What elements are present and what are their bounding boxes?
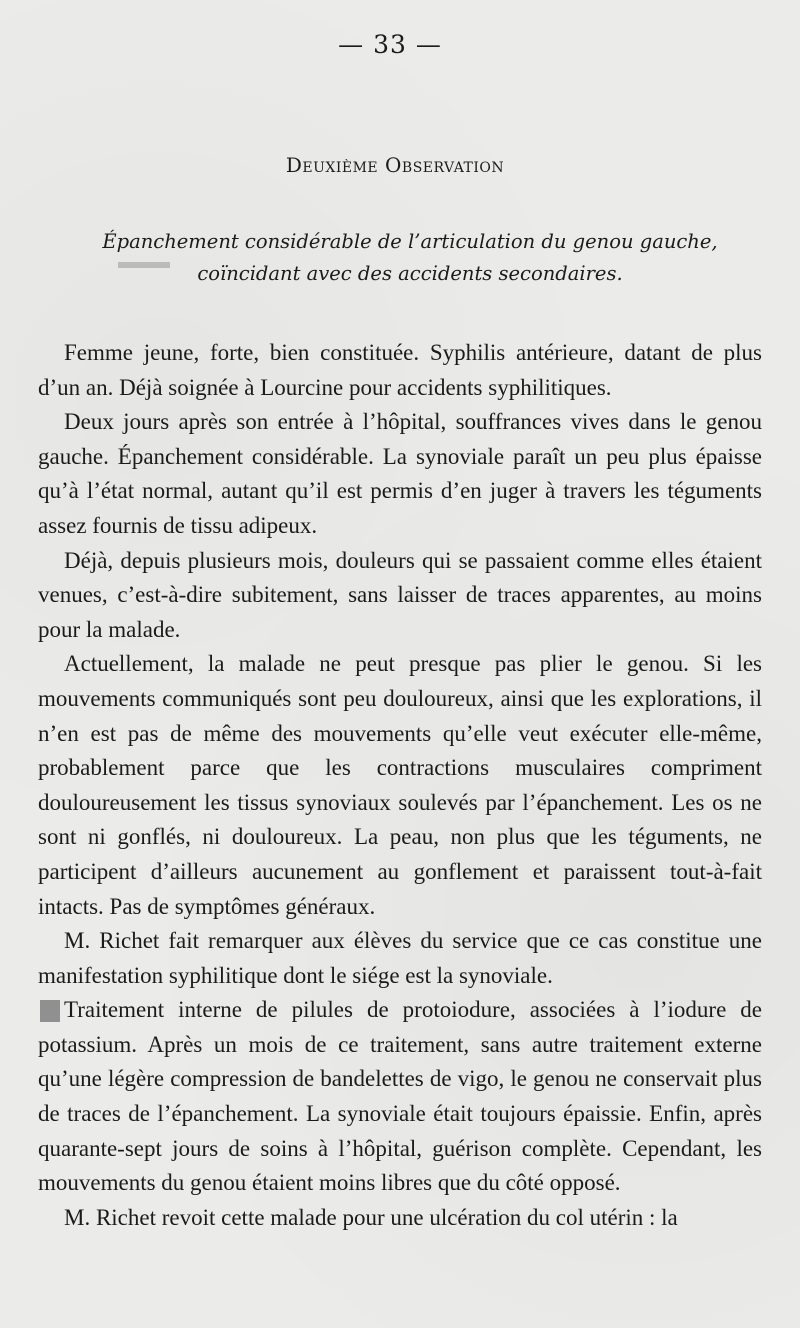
paragraph-2: Deux jours après son entrée à l’hôpital, souffrances vives dans le genou gauche. Épanchement considérable. La synoviale paraît un peu plus épaisse qu’à l’état normal, autant qu’il est permis d’en juger à travers les téguments assez fournis de tissu adipeux. [38, 409, 762, 538]
body-text [38, 336, 762, 1235]
ink-blot-mark [40, 1000, 60, 1022]
subtitle-line-1: Épanchement considérable de l’articulation du genou gauche, [102, 230, 718, 253]
paragraph-5: M. Richet fait remarquer aux élèves du service que ce cas constitue une manifestation syphilitique dont le siége est la synoviale. [38, 928, 762, 988]
paragraph-4: Actuellement, la malade ne peut presque pas plier le genou. Si les mouvements communiqués sont peu douloureux, ainsi que les explorations, il n’en est pas de même des mouvements qu’elle veut exécuter elle-même, probablement parce que les contractions musculaires compriment douloureusement les tissus synoviaux soulevés par l’épanchement. Les os ne sont ni gonflés, ni douloureux. La peau, non plus que les téguments, ne participent d’ailleurs aucunement au gonflement et paraissent tout-à-fait intacts. Pas de symptômes généraux. [38, 651, 762, 919]
ink-smudge-mark [118, 262, 170, 268]
paragraph-7: M. Richet revoit cette malade pour une ulcération du col utérin : la [64, 1204, 678, 1230]
paragraph-1: Femme jeune, forte, bien constituée. Syphilis antérieure, datant de plus d’un an. Déjà soignée à Lourcine pour accidents syphilitiques. [38, 340, 762, 400]
page-number: — 33 — [338, 30, 442, 59]
paragraph-6: Traitement interne de pilules de protoiodure, associées à l’iodure de potassium. Après un mois de ce traitement, sans autre traitement externe qu’une légère compression de bandelettes de vigo, le genou ne conservait plus de traces de l’épanchement. La synoviale était toujours épaissie. Enfin, après quarante-sept jours de soins à l’hôpital, guérison complète. Cependant, les mouvements du genou étaient moins libres que du côté opposé. [38, 997, 762, 1196]
paragraph-3: Déjà, depuis plusieurs mois, douleurs qui se passaient comme elles étaient venues, c’est-à-dire subitement, sans laisser de traces apparentes, au moins pour la malade. [38, 547, 762, 642]
observation-subtitle [60, 226, 760, 290]
observation-heading: Deuxième Observation [285, 153, 505, 177]
subtitle-line-2: coïncidant avec des accidents secondaires. [197, 262, 623, 285]
